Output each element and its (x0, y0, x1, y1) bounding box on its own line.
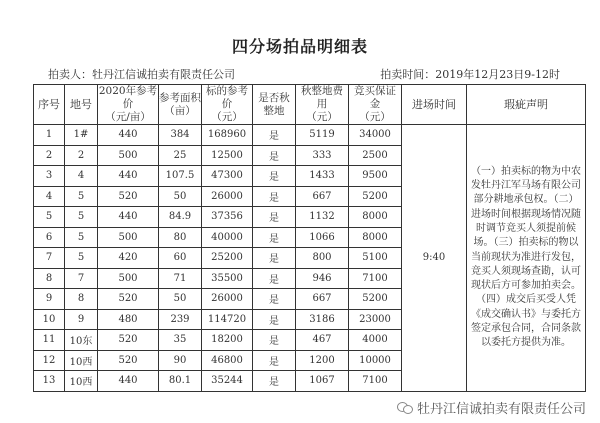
cell-price: 420 (98, 248, 159, 269)
cell-plot: 5 (65, 207, 98, 228)
cell-area: 80.1 (159, 371, 202, 392)
cell-area: 80 (159, 227, 202, 248)
cell-no: 10 (34, 309, 65, 330)
cell-plot: 10东 (65, 330, 98, 351)
cell-fee: 800 (296, 248, 349, 269)
cell-plot: 8 (65, 289, 98, 310)
cell-no: 7 (34, 248, 65, 269)
cell-fee: 1200 (296, 350, 349, 371)
cell-autumn: 是 (253, 289, 296, 310)
cell-area: 107.5 (159, 166, 202, 187)
cell-ref-price: 35500 (202, 268, 253, 289)
cell-area: 90 (159, 350, 202, 371)
cell-deposit: 5200 (349, 289, 402, 310)
header-deposit: 竞买保证金 （元） (349, 85, 402, 125)
cell-ref-price: 26000 (202, 186, 253, 207)
cell-price: 500 (98, 227, 159, 248)
watermark-text: 牡丹江信诚拍卖有限责任公司 (416, 402, 586, 417)
cell-deposit: 4000 (349, 330, 402, 351)
cell-price: 520 (98, 350, 159, 371)
declaration: （一）拍卖标的物为中农发牡丹江军马场有限公司部分耕地承包权。（二）进场时间根据现场情况随时调节竞买人须提前候场。（三）拍卖标的物以当前现状为准进行发包，竞买人须现场查勘，认可现状后方可参加拍卖会。（四）成交后买受人凭《成交确认书》与委托方签定承包合同，合同条款以委托方提供为准。 (467, 125, 586, 392)
cell-no: 13 (34, 371, 65, 392)
cell-no: 9 (34, 289, 65, 310)
cell-fee: 1067 (296, 371, 349, 392)
cell-autumn: 是 (253, 371, 296, 392)
auction-time: 拍卖时间：2019年12月23日9-12时 (380, 68, 560, 81)
cell-deposit: 5100 (349, 248, 402, 269)
header-plot: 地号 (65, 85, 98, 125)
cell-price: 440 (98, 166, 159, 187)
cell-ref-price: 26000 (202, 289, 253, 310)
cell-plot: 4 (65, 166, 98, 187)
cell-price: 440 (98, 207, 159, 228)
cell-autumn: 是 (253, 309, 296, 330)
lot-table (33, 84, 586, 392)
cell-ref-price: 25200 (202, 248, 253, 269)
cell-area: 25 (159, 145, 202, 166)
cell-no: 6 (34, 227, 65, 248)
header-price: 2020年参考价 （元/亩） (98, 85, 158, 123)
cell-no: 2 (34, 145, 65, 166)
cell-plot: 5 (65, 248, 98, 269)
cell-autumn: 是 (253, 125, 296, 146)
cell-ref-price: 37356 (202, 207, 253, 228)
cell-plot: 5 (65, 227, 98, 248)
cell-autumn: 是 (253, 330, 296, 351)
cell-autumn: 是 (253, 145, 296, 166)
cell-ref-price: 47300 (202, 166, 253, 187)
cell-fee: 333 (296, 145, 349, 166)
cell-area: 384 (159, 125, 202, 146)
cell-autumn: 是 (253, 227, 296, 248)
cell-area: 50 (159, 186, 202, 207)
cell-fee: 1066 (296, 227, 349, 248)
cell-fee: 1433 (296, 166, 349, 187)
cell-price: 500 (98, 145, 159, 166)
header-entry: 进场时间 (402, 85, 467, 125)
table-row (34, 125, 586, 146)
cell-fee: 946 (296, 268, 349, 289)
cell-deposit: 2500 (349, 145, 402, 166)
cell-price: 500 (98, 268, 159, 289)
cell-deposit: 8000 (349, 227, 402, 248)
cell-autumn: 是 (253, 248, 296, 269)
cell-area: 239 (159, 309, 202, 330)
cell-area: 50 (159, 289, 202, 310)
cell-fee: 667 (296, 186, 349, 207)
cell-plot: 10西 (65, 350, 98, 371)
cell-fee: 5119 (296, 125, 349, 146)
cell-plot: 1# (65, 125, 98, 146)
cell-autumn: 是 (253, 186, 296, 207)
cell-no: 5 (34, 207, 65, 228)
auctioneer: 拍卖人：牡丹江信诚拍卖有限责任公司 (48, 68, 235, 81)
cell-ref-price: 40000 (202, 227, 253, 248)
wechat-icon (397, 402, 413, 414)
cell-price: 440 (98, 125, 159, 146)
cell-plot: 2 (65, 145, 98, 166)
cell-no: 11 (34, 330, 65, 351)
cell-area: 84.9 (159, 207, 202, 228)
cell-plot: 5 (65, 186, 98, 207)
cell-price: 520 (98, 289, 159, 310)
cell-ref-price: 46800 (202, 350, 253, 371)
cell-fee: 3186 (296, 309, 349, 330)
cell-price: 520 (98, 330, 159, 351)
cell-ref-price: 12500 (202, 145, 253, 166)
header-area: 参考面积 （亩） (159, 85, 202, 125)
cell-ref-price: 114720 (202, 309, 253, 330)
cell-ref-price: 35244 (202, 371, 253, 392)
cell-ref-price: 168960 (202, 125, 253, 146)
cell-plot: 9 (65, 309, 98, 330)
cell-deposit: 23000 (349, 309, 402, 330)
cell-fee: 667 (296, 289, 349, 310)
entry-time: 9:40 (402, 125, 467, 392)
cell-fee: 467 (296, 330, 349, 351)
header-declaration: 瑕疵声明 (467, 85, 586, 125)
cell-fee: 1132 (296, 207, 349, 228)
cell-area: 71 (159, 268, 202, 289)
cell-deposit: 10000 (349, 350, 402, 371)
cell-no: 8 (34, 268, 65, 289)
cell-deposit: 34000 (349, 125, 402, 146)
cell-price: 520 (98, 186, 159, 207)
cell-autumn: 是 (253, 166, 296, 187)
watermark (397, 398, 586, 417)
cell-price: 440 (98, 371, 159, 392)
cell-area: 60 (159, 248, 202, 269)
cell-autumn: 是 (253, 207, 296, 228)
cell-deposit: 7100 (349, 268, 402, 289)
cell-deposit: 9500 (349, 166, 402, 187)
cell-no: 3 (34, 166, 65, 187)
cell-ref-price: 18200 (202, 330, 253, 351)
cell-autumn: 是 (253, 350, 296, 371)
page-title: 四分场拍品明细表 (231, 37, 368, 56)
cell-price: 480 (98, 309, 159, 330)
cell-deposit: 5200 (349, 186, 402, 207)
header-autumn: 是否秋 整地 (253, 85, 296, 125)
cell-plot: 7 (65, 268, 98, 289)
cell-no: 1 (34, 125, 65, 146)
header-fee: 秋整地费用 （元） (296, 85, 349, 125)
cell-autumn: 是 (253, 268, 296, 289)
cell-no: 12 (34, 350, 65, 371)
cell-deposit: 7100 (349, 371, 402, 392)
header-ref-price: 标的参考价 （元） (202, 85, 253, 125)
cell-plot: 10西 (65, 371, 98, 392)
table-header (34, 85, 586, 125)
cell-area: 35 (159, 330, 202, 351)
header-no: 序号 (34, 85, 65, 125)
cell-no: 4 (34, 186, 65, 207)
cell-deposit: 8000 (349, 207, 402, 228)
